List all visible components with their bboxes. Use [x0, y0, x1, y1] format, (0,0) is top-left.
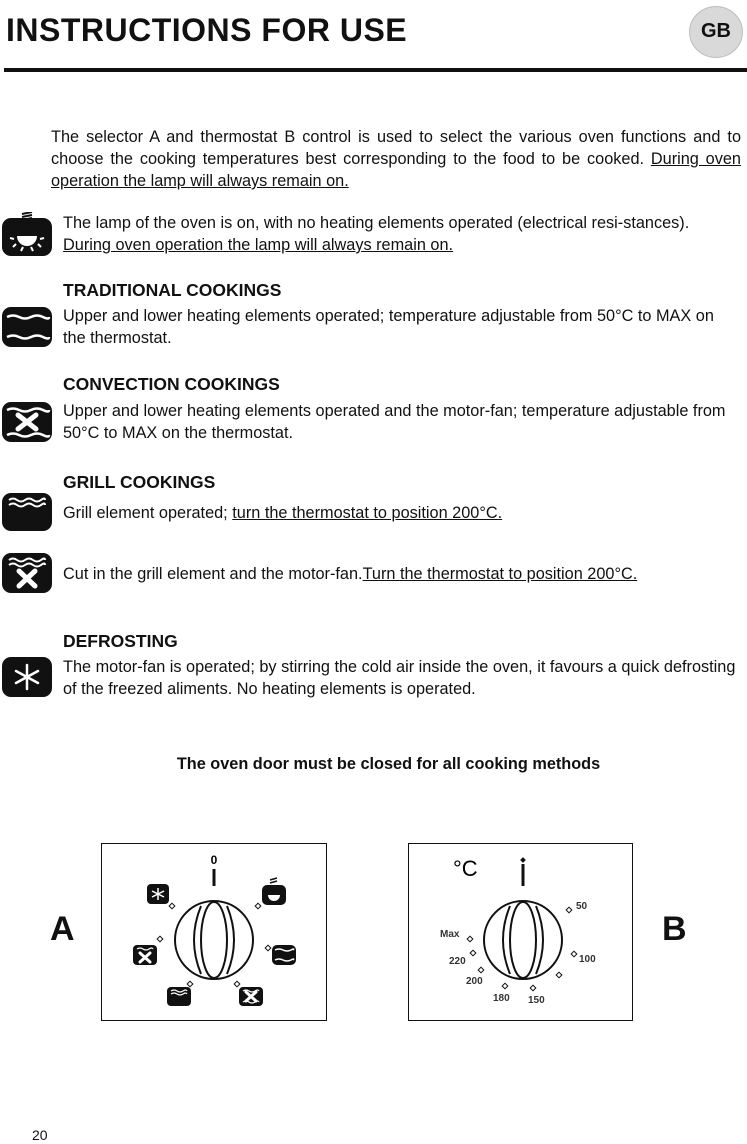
- convection-text: Upper and lower heating elements operated and the motor-fan; temperature adjustable from 50°C to MAX on the thermostat.: [63, 402, 726, 442]
- traditional-heading: TRADITIONAL COOKINGS: [63, 280, 282, 300]
- grill-text: Grill element operated;: [63, 504, 233, 522]
- grill-underlined: turn the thermostat to position 200°C.: [232, 504, 503, 522]
- fan-grill-icon: [1, 552, 53, 594]
- thermostat-unit: °C: [453, 856, 478, 881]
- grill-heading: GRILL COOKINGS: [63, 472, 216, 492]
- selector-label: A: [50, 910, 75, 948]
- intro-text: The selector A and thermostat B control is used to select the various oven functions and to choose the cooking temperatures best corresponding to the food to be cooked.: [51, 128, 741, 168]
- traditional-text: Upper and lower heating elements operated; temperature adjustable from 50°C to MAX on the thermostat.: [63, 307, 714, 347]
- fan-grill-underlined: Turn the thermostat to position 200°C.: [362, 565, 638, 583]
- selector-panel: [101, 843, 327, 1021]
- selector-convection-icon: [239, 987, 263, 1006]
- fan-grill-paragraph: [63, 563, 743, 585]
- grill-paragraph: [63, 502, 738, 524]
- selector-zero-label: 0: [210, 853, 218, 867]
- thermostat-scale-200: 200: [466, 976, 483, 987]
- page-number: 20: [32, 1127, 48, 1143]
- selector-defrost-icon: [147, 884, 169, 904]
- page-title: INSTRUCTIONS FOR USE: [6, 12, 408, 48]
- thermostat-scale-150: 150: [528, 995, 545, 1006]
- thermostat-knob[interactable]: [484, 901, 562, 979]
- fan-heat-icon: [1, 401, 53, 443]
- thermostat-label: B: [662, 910, 687, 948]
- convection-heading: CONVECTION COOKINGS: [63, 374, 280, 394]
- thermostat-scale-220: 220: [449, 956, 466, 967]
- thermostat-scale-max: Max: [440, 929, 460, 940]
- fan-grill-text: Cut in the grill element and the motor-fan.: [63, 565, 363, 583]
- lamp-text: The lamp of the oven is on, with no heating elements operated (electrical resi-stances).: [63, 214, 690, 232]
- thermostat-panel: [408, 843, 633, 1021]
- selector-grill-icon: [167, 987, 191, 1006]
- header-rule: [4, 68, 747, 72]
- selector-fan-grill-icon: [133, 945, 157, 965]
- grill-icon: [1, 492, 53, 532]
- defrosting-heading: DEFROSTING: [63, 631, 178, 651]
- thermostat-scale-180: 180: [493, 993, 510, 1004]
- top-bottom-heat-icon: [1, 306, 53, 348]
- thermostat-scale-100: 100: [579, 954, 596, 965]
- door-note: The oven door must be closed for all cooking methods: [176, 755, 601, 773]
- intro-paragraph: [51, 126, 741, 192]
- language-badge: GB: [689, 6, 743, 58]
- selector-traditional-icon: [272, 945, 296, 965]
- lamp-underlined: During oven operation the lamp will always remain on.: [63, 236, 454, 254]
- oven-lamp-icon: [1, 212, 53, 258]
- selector-knob[interactable]: [175, 901, 253, 979]
- defrost-snowflake-icon: [1, 656, 53, 698]
- intro-underlined: During oven operation the lamp will always remain on.: [51, 150, 741, 190]
- thermostat-scale-50: 50: [576, 901, 588, 912]
- defrosting-text: The motor-fan is operated; by stirring the cold air inside the oven, it favours a quick defrosting of the freezed aliments. No heating elements is operated.: [63, 658, 736, 698]
- selector-lamp-icon: [262, 878, 286, 905]
- lamp-paragraph: [63, 212, 738, 256]
